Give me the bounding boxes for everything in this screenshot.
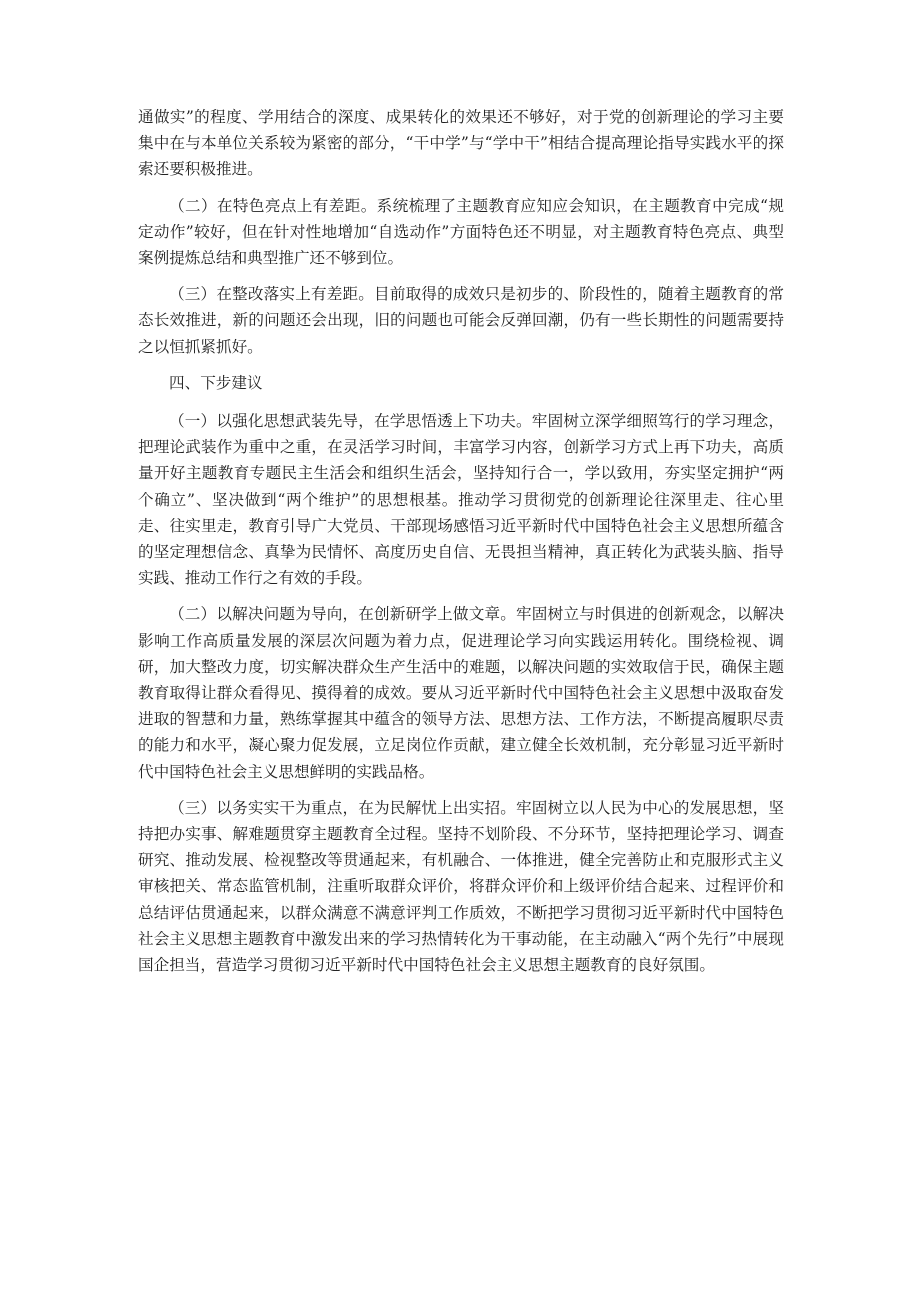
section-heading-next-steps: 四、下步建议 [169, 373, 263, 392]
document-page [138, 104, 784, 988]
paragraph-continuation: 通做实”的程度、学用结合的深度、成果转化的效果还不够好，对于党的创新理论的学习主要集中在与本单位关系较为紧密的部分，“干中学”与“学中干”相结合提高理论指导实践水平的探索还要积极推进。 [138, 108, 784, 179]
paragraph-gap-rectification: （三）在整改落实上有差距。目前取得的成效只是初步的、阶段性的，随着主题教育的常态长效推进，新的问题还会出现，旧的问题也可能会反弹回潮，仍有一些长期性的问题需要持之以恒抓紧抓好。 [138, 285, 784, 356]
paragraph-gap-features: （二）在特色亮点上有差距。系统梳理了主题教育应知应会知识，在主题教育中完成“规定动作”较好，但在针对性地增加“自选动作”方面特色还不明显，对主题教育特色亮点、典型案例提炼总结和典型推广还不够到位。 [138, 196, 784, 268]
paragraph-suggestion-1: （一）以强化思想武装先导，在学思悟透上下功夫。牢固树立深学细照笃行的学习理念，把理论武装作为重中之重，在灵活学习时间，丰富学习内容，创新学习方式上再下功夫，高质量开好主题教育专题民主生活会和组织生活会，坚持知行合一，学以致用，夯实坚定拥护“两个确立”、坚决做到“两个维护”的思想根基。推动学习贯彻党的创新理论往深里走、往心里走、往实里走，教育引导广大党员、干部现场感悟习近平新时代中国特色社会主义思想所蕴含的坚定理想信念、真挚为民情怀、高度历史自信、无畏担当精神，真正转化为武装头脑、指导实践、推动工作行之有效的手段。 [138, 412, 784, 588]
paragraph-suggestion-2: （二）以解决问题为导向，在创新研学上做文章。牢固树立与时俱进的创新观念，以解决影响工作高质量发展的深层次问题为着力点，促进理论学习向实践运用转化。围绕检视、调研，加大整改力度，切实解决群众生产生活中的难题，以解决问题的实效取信于民，确保主题教育取得让群众看得见、摸得着的成效。要从习近平新时代中国特色社会主义思想中汲取奋发进取的智慧和力量，熟练掌握其中蕴含的领导方法、思想方法、工作方法，不断提高履职尽责的能力和水平，凝心聚力促发展，立足岗位作贡献，建立健全长效机制，充分彰显习近平新时代中国特色社会主义思想鲜明的实践品格。 [138, 605, 784, 781]
paragraph-suggestion-3: （三）以务实实干为重点，在为民解忧上出实招。牢固树立以人民为中心的发展思想，坚持把办实事、解难题贯穿主题教育全过程。坚持不划阶段、不分环节，坚持把理论学习、调查研究、推动发展、检视整改等贯通起来，有机融合、一体推进，健全完善防止和克服形式主义审核把关、常态监管机制，注重听取群众评价，将群众评价和上级评价结合起来、过程评价和总结评估贯通起来，以群众满意不满意评判工作质效，不断把学习贯彻习近平新时代中国特色社会主义思想主题教育中激发出来的学习热情转化为干事动能，在主动融入“两个先行”中展现国企担当，营造学习贯彻习近平新时代中国特色社会主义思想主题教育的良好氛围。 [138, 798, 784, 975]
